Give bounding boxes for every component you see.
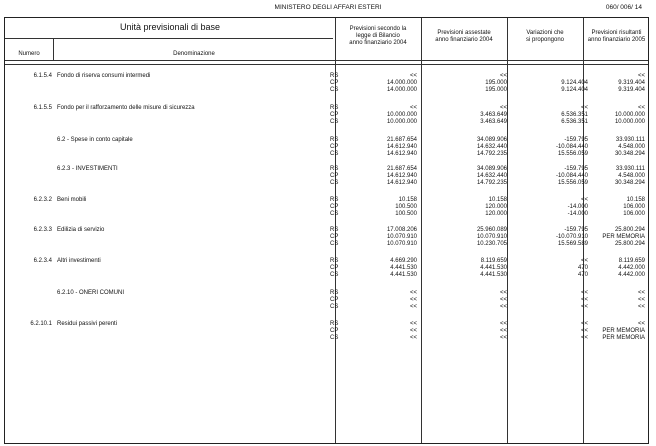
row-col3-values: 9.124.404 9.124.404 xyxy=(561,80,588,93)
row-col2-values: 8.119.659 4.441.530 4.441.530 xyxy=(480,258,507,278)
row-denomination: Residui passivi perenti xyxy=(57,321,118,327)
row-denomination: 6.2.3 - INVESTIMENTI xyxy=(57,166,118,172)
row-codes: RS CP CS xyxy=(330,290,339,310)
row-col3-values: << -14.000 -14.000 xyxy=(567,197,588,217)
col-numero-header: Numero xyxy=(18,51,40,57)
row-col1-values: << 14.000.000 14.000.000 xyxy=(386,73,417,93)
budget-table xyxy=(4,17,649,444)
row-col4-values: 33.930.111 4.548.000 30.348.294 xyxy=(614,166,645,186)
row-col4-values: 25.800.294 PER MEMORIA 25.800.294 xyxy=(602,227,645,247)
row-codes: RS CP CS xyxy=(330,105,339,125)
row-denomination: 6.2 - Spese in conto capitale xyxy=(57,137,133,143)
row-col4-values: 33.930.111 4.548.000 30.348.294 xyxy=(614,137,645,157)
row-col1-values: 21.687.654 14.612.940 14.612.940 xyxy=(386,137,417,157)
row-col2-values: 25.960.089 10.070.910 10.230.705 xyxy=(476,227,507,247)
col2-header: Previsioni assestate anno finanziario 2004 xyxy=(435,30,493,43)
row-col1-values: 10.158 100.500 100.500 xyxy=(395,197,417,217)
col4-header: Previsioni risultanti anno finanziario 2005 xyxy=(587,30,646,43)
row-col4-values: << PER MEMORIA PER MEMORIA xyxy=(602,321,645,341)
row-col1-values: << << << xyxy=(409,290,417,310)
col-denominazione-header: Denominazione xyxy=(173,51,215,57)
row-denomination: 6.2.10 - ONERI COMUNI xyxy=(57,290,125,296)
row-col3-values: << << << xyxy=(580,290,588,310)
row-col3-values: << 470 470 xyxy=(577,258,588,278)
row-col2-values: << << << xyxy=(499,290,507,310)
row-number: 6.1.5.4 xyxy=(33,73,52,79)
row-col3-values: -159.795 -10.070.910 15.569.589 xyxy=(555,227,588,247)
row-number: 6.1.5.5 xyxy=(33,105,52,111)
divider-header-double xyxy=(5,64,648,65)
row-col2-values: 10.158 120.000 120.000 xyxy=(485,197,507,217)
row-codes: RS CP CS xyxy=(330,227,339,247)
row-col1-values: 17.008.206 10.070.910 10.070.910 xyxy=(386,227,417,247)
page-reference: 060/ 006/ 14 xyxy=(605,4,642,11)
row-col1-values: << 10.000.000 10.000.000 xyxy=(386,105,417,125)
table-title: Unità previsionali di base xyxy=(119,22,221,32)
row-col2-values: 34.089.906 14.632.440 14.792.235 xyxy=(476,137,507,157)
row-codes: RS CP CS xyxy=(330,166,339,186)
row-col4-values: << 10.000.000 10.000.000 xyxy=(614,105,645,125)
row-col3-values: << 6.536.351 6.536.351 xyxy=(561,105,588,125)
row-denomination: Edilizia di servizio xyxy=(57,227,105,233)
row-codes: RS CP CS xyxy=(330,258,339,278)
row-denomination: Altri investimenti xyxy=(57,258,101,264)
row-codes: RS CP CS xyxy=(330,73,339,93)
row-codes: RS CP CS xyxy=(330,137,339,157)
row-col3-values: -159.795 -10.084.440 15.556.059 xyxy=(555,137,588,157)
divider-header xyxy=(5,60,648,61)
col3-header: Variazioni che si propongono xyxy=(525,30,565,43)
row-col3-values: << << << xyxy=(580,321,588,341)
row-col4-values: 8.119.659 4.442.000 4.442.000 xyxy=(618,258,645,278)
divider-title xyxy=(5,38,333,39)
row-col2-values: << 195.000 195.000 xyxy=(485,73,507,93)
row-denomination: Beni mobili xyxy=(57,197,87,203)
row-codes: RS CP CS xyxy=(330,321,339,341)
row-number: 6.2.3.3 xyxy=(33,227,52,233)
row-col2-values: << 3.463.649 3.463.649 xyxy=(480,105,507,125)
row-number: 6.2.3.2 xyxy=(33,197,52,203)
ministry-header: MINISTERO DEGLI AFFARI ESTERI xyxy=(274,4,382,11)
row-number: 6.2.3.4 xyxy=(33,258,52,264)
row-col2-values: << << << xyxy=(499,321,507,341)
row-col4-values: 10.158 106.000 106.000 xyxy=(623,197,645,217)
row-col2-values: 34.089.906 14.632.440 14.792.235 xyxy=(476,166,507,186)
row-col4-values: << << << xyxy=(637,290,645,310)
row-col3-values: -159.795 -10.084.440 15.556.059 xyxy=(555,166,588,186)
row-col1-values: << << << xyxy=(409,321,417,341)
row-col1-values: 4.669.290 4.441.530 4.441.530 xyxy=(390,258,417,278)
row-denomination: Fondo per il rafforzamento delle misure di sicurezza xyxy=(57,105,195,111)
row-number: 6.2.10.1 xyxy=(30,321,52,327)
col1-header: Previsioni secondo la legge di Bilancio anno finanziario 2004 xyxy=(349,26,407,46)
row-codes: RS CP CS xyxy=(330,197,339,217)
row-col1-values: 21.687.654 14.612.940 14.612.940 xyxy=(386,166,417,186)
row-col4-values: << 9.319.404 9.319.404 xyxy=(618,73,645,93)
row-denomination: Fondo di riserva consumi intermedi xyxy=(57,73,151,79)
